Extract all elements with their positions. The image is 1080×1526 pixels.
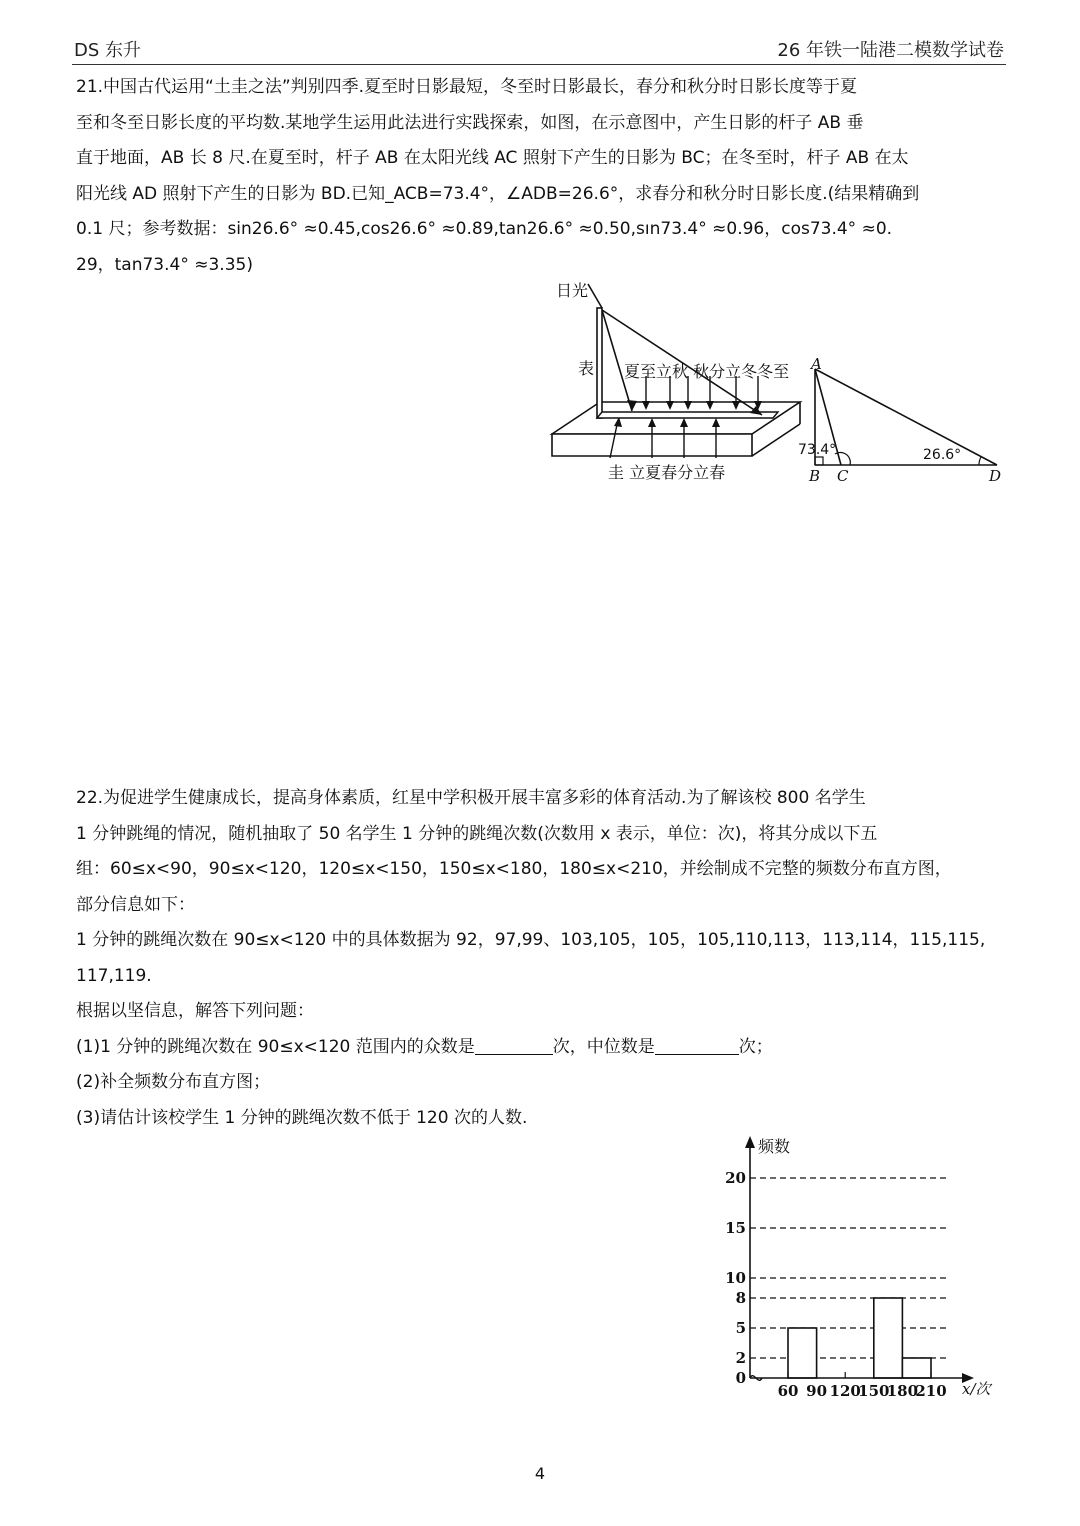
histogram-bars — [788, 1298, 931, 1378]
question-21 — [76, 70, 1016, 283]
x-tick-label: 150 — [858, 1382, 890, 1400]
histogram-bar — [788, 1328, 817, 1378]
point-a: A — [811, 355, 822, 373]
page-number: 4 — [534, 1464, 546, 1483]
q21-line: 至和冬至日影长度的平均数.某地学生运用此法进行实践探索，如图，在示意图中，产生日影的杆子 AB 垂 — [76, 112, 864, 133]
y-tick-label: 0 — [735, 1369, 746, 1387]
y-tick-label: 5 — [735, 1319, 746, 1337]
header-divider — [72, 64, 1006, 65]
q22-sub1-text: 次，中位数是 — [552, 1036, 655, 1057]
q21-line: 0.1 尺；参考数据：sin26.6° ≈0.45,cos26.6° ≈0.89,tan26.6° ≈0.50,sın73.4° ≈0.96，cos73.4° ≈0. — [76, 219, 893, 239]
frequency-histogram — [725, 1130, 1005, 1405]
point-d: D — [989, 467, 1002, 485]
q22-sub1-text: 次； — [738, 1036, 773, 1057]
q21-line: 直于地面，AB 长 8 尺.在夏至时，杆子 AB 在太阳光线 AC 照射下产生的日影为 BC；在冬至时，杆子 AB 在太 — [76, 148, 909, 168]
y-tick-label: 10 — [725, 1269, 746, 1287]
answer-blank-median[interactable] — [655, 1034, 739, 1055]
triangle-figure — [795, 355, 1015, 490]
q22-line: 1 分钟的跳绳次数在 90≤x<120 中的具体数据为 92，97,99、103,105，105，105,110,113，113,114，115,115, — [76, 930, 986, 950]
q22-sub1-text: (1)1 分钟的跳绳次数在 90≤x<120 范围内的众数是 — [76, 1036, 475, 1057]
y-tick-label: 8 — [735, 1289, 746, 1307]
x-tick-labels — [778, 1382, 947, 1400]
y-tick-labels — [725, 1169, 746, 1387]
q21-line: 29，tan73.4° ≈3.35) — [76, 254, 253, 275]
x-tick-label: 120 — [829, 1382, 861, 1400]
q22-line: 1 分钟跳绳的情况，随机抽取了 50 名学生 1 分钟的跳绳次数(次数用 x 表示，单位：次)，将其分成以下五 — [76, 823, 878, 844]
y-tick-label: 15 — [725, 1219, 746, 1237]
x-tick-label: 180 — [886, 1382, 919, 1400]
q22-sub3: (3)请估计该校学生 1 分钟的跳绳次数不低于 120 次的人数. — [76, 1107, 528, 1128]
answer-blank-mode[interactable] — [475, 1034, 553, 1055]
q21-line: 21.中国古代运用“土圭之法”判别四季.夏至时日影最短，冬至时日影最长，春分和秋分时日影长度等于夏 — [76, 77, 858, 97]
histogram-gridlines — [750, 1178, 950, 1358]
sundial-figure — [548, 276, 808, 486]
q22-sub2: (2)补全频数分布直方图； — [76, 1072, 271, 1092]
q22-line: 组：60≤x<90，90≤x<120，120≤x<150，150≤x<180，180≤x<210，并绘制成不完整的频数分布直方图， — [76, 859, 952, 879]
y-tick-label: 2 — [735, 1349, 746, 1367]
q22-sub1 — [76, 1030, 1016, 1066]
q22-line: 117,119. — [76, 965, 152, 986]
header-left: DS 东升 — [74, 40, 142, 61]
q21-line: 阳光线 AD 照射下产生的日影为 BD.已知_ACB=73.4°，∠ADB=26.6°，求春分和秋分时日影长度.(结果精确到 — [76, 183, 920, 204]
q22-line: 根据以坚信息，解答下列问题： — [76, 1001, 314, 1021]
question-22 — [76, 781, 1016, 1136]
y-tick-label: 20 — [725, 1169, 746, 1187]
y-axis-arrow — [745, 1136, 755, 1148]
angle-acb-label: 73.4° — [798, 442, 837, 458]
q22-line: 22.为促进学生健康成长，提高身体素质，红星中学积极开展丰富多彩的体育活动.为了解该校 800 名学生 — [76, 788, 866, 808]
sunlight-label: 日光 — [556, 281, 589, 300]
point-b: B — [809, 467, 821, 485]
point-c: C — [837, 467, 849, 485]
angle-adb-label: 26.6° — [923, 447, 962, 463]
x-axis-label: x/次 — [962, 1380, 991, 1398]
top-season-labels: 夏至立秋 秋分立冬冬至 — [624, 362, 790, 381]
x-tick-label: 90 — [806, 1382, 828, 1400]
x-tick-label: 60 — [777, 1382, 799, 1400]
bottom-season-labels: 圭 立夏春分立春 — [608, 463, 726, 482]
x-tick-label: 210 — [915, 1382, 947, 1400]
histogram-bar — [874, 1298, 903, 1378]
histogram-bar — [902, 1358, 931, 1378]
q22-line: 部分信息如下： — [76, 894, 195, 915]
pole-label: 表 — [578, 359, 595, 378]
y-axis-label: 频数 — [758, 1137, 791, 1156]
header-right: 26 年铁一陆港二模数学试卷 — [777, 40, 1004, 61]
